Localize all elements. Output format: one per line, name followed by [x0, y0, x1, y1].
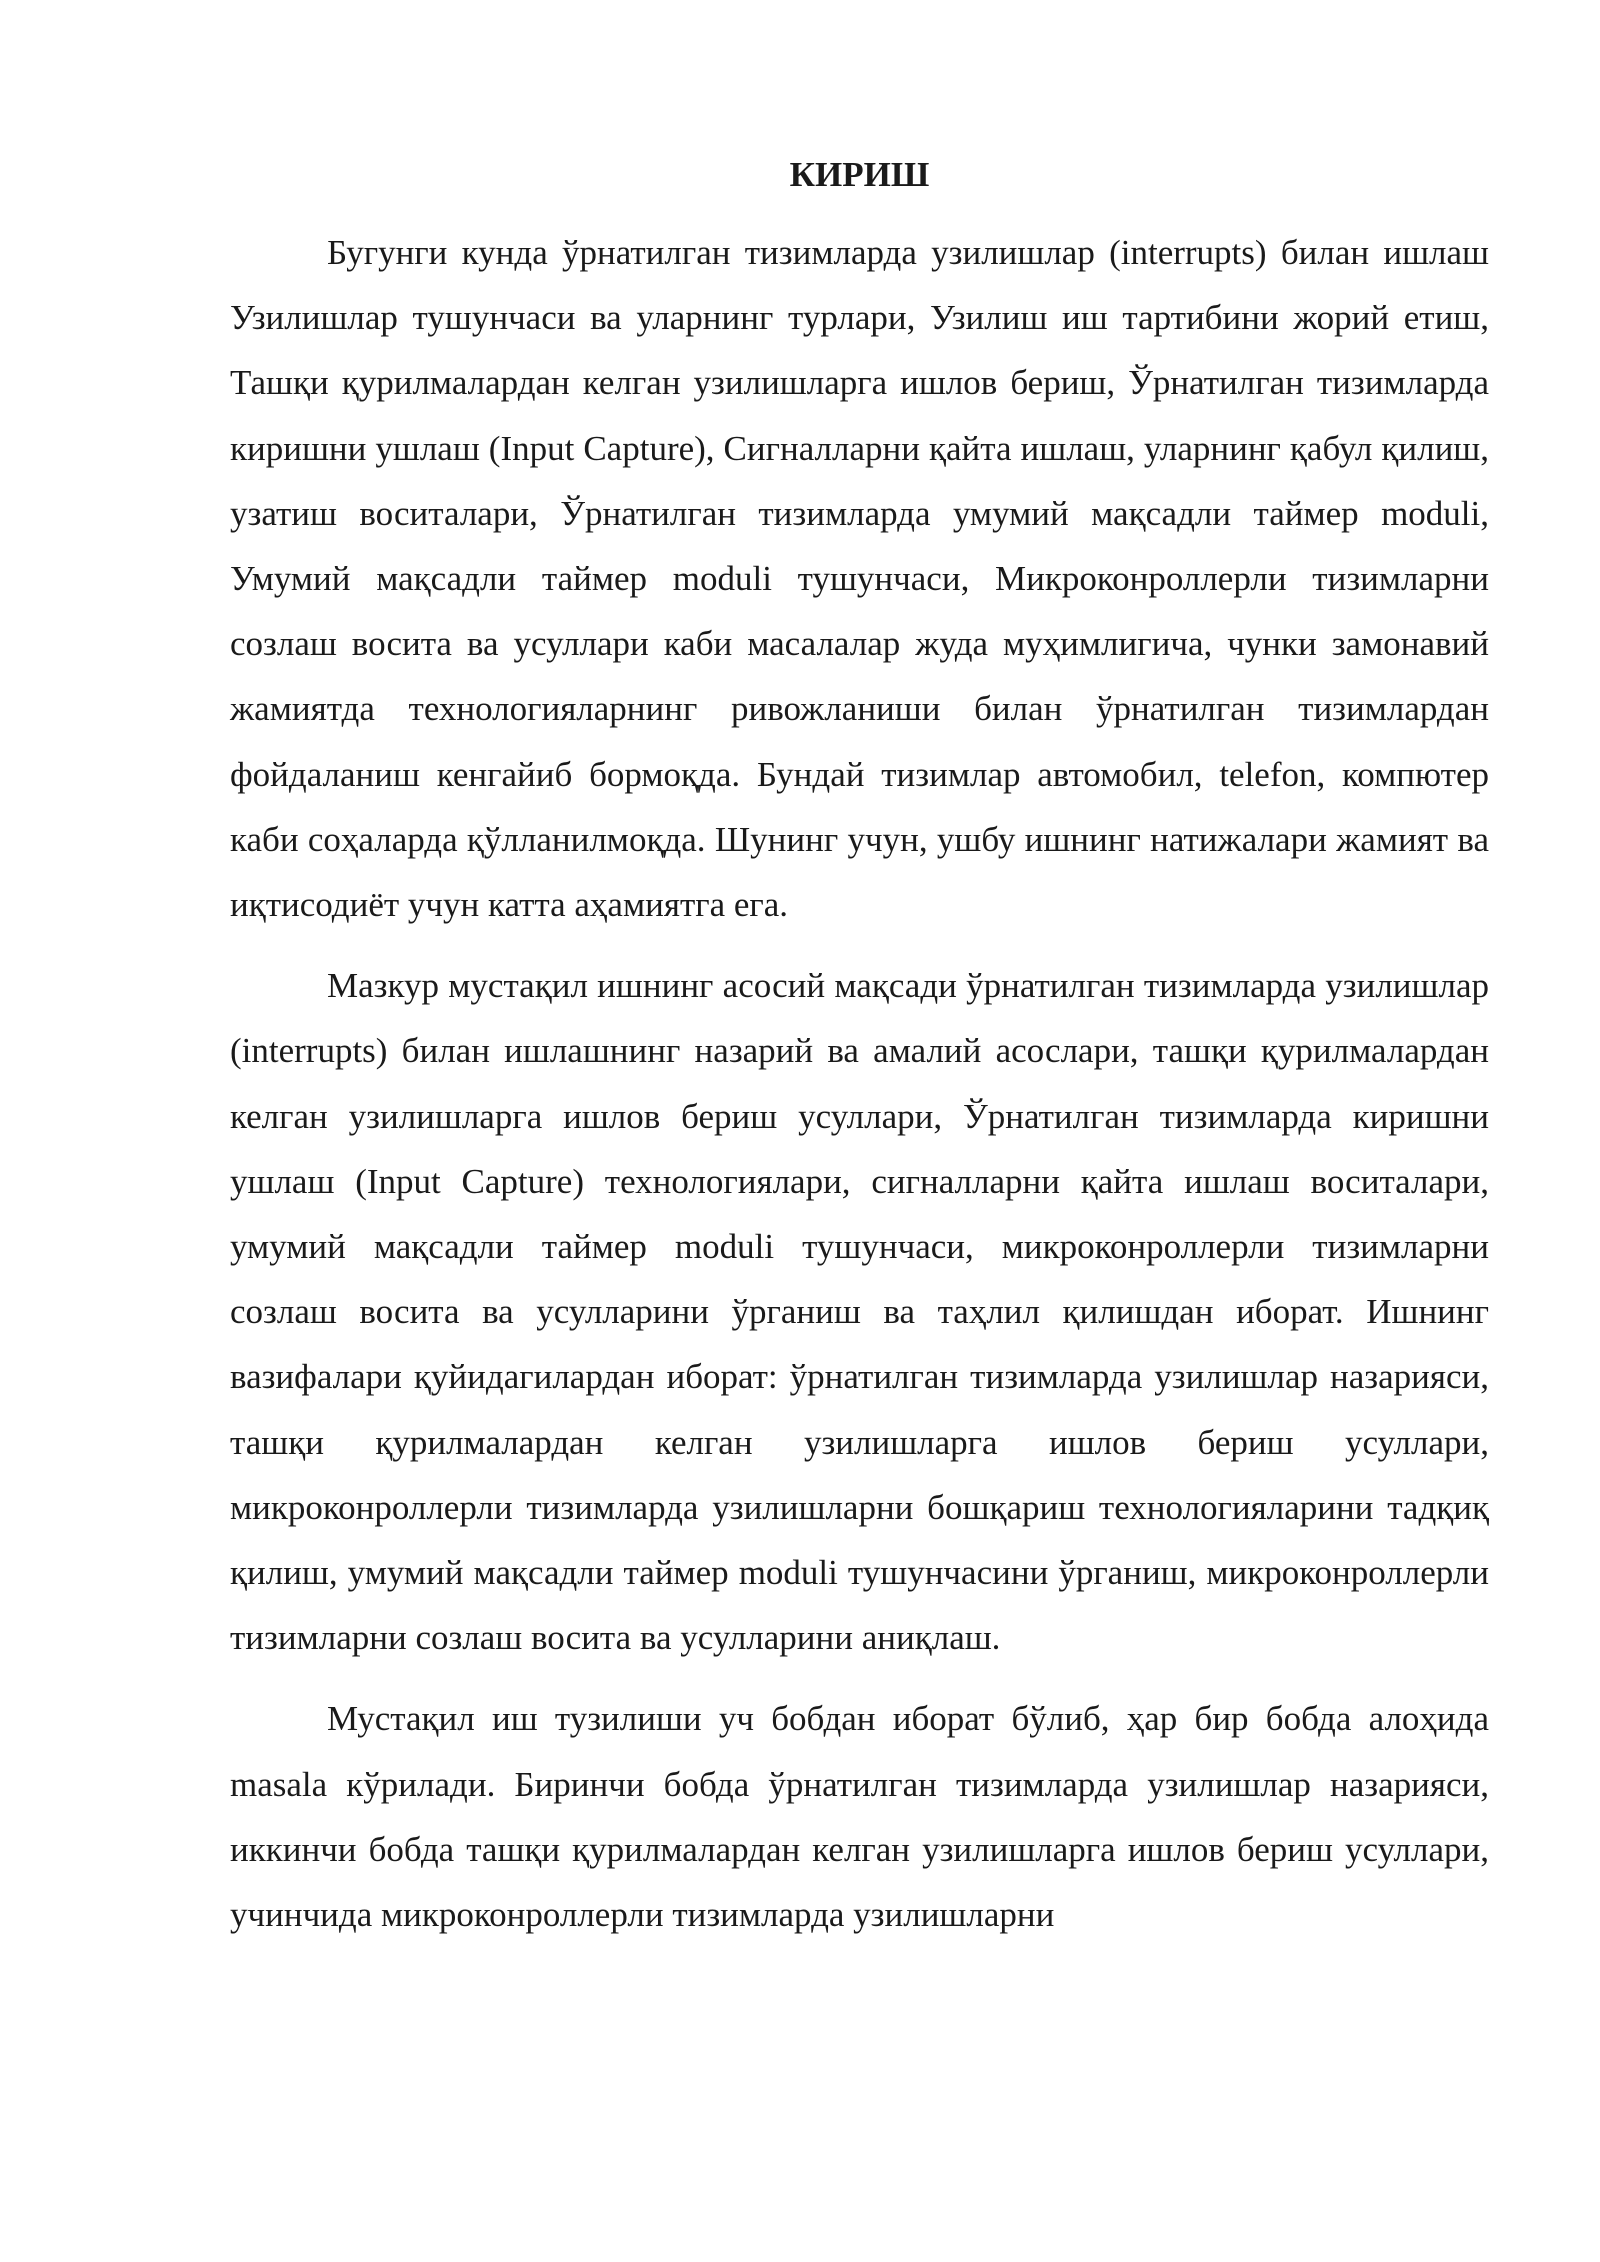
- page-content: [230, 150, 1489, 1963]
- paragraph-3: Мустақил иш тузилиши уч бобдан иборат бўлиб, ҳар бир бобда алоҳида masala кўрилади. Биринчи бобда ўрнатилган тизимларда узилишлар назарияси, иккинчи бобда ташқи қурилмалардан келган узилишларга ишлов бериш усуллари, учинчида микроконроллерли тизимларда узилишларни: [230, 1699, 1489, 1935]
- paragraph-1: Бугунги кунда ўрнатилган тизимларда узилишлар (interrupts) билан ишлаш Узилишлар тушунчаси ва уларнинг турлари, Узилиш иш тартибини жорий етиш, Ташқи қурилмалардан келган узилишларга ишлов бериш, Ўрнатилган тизимларда киришни ушлаш (Input Capture), Сигналларни қайта ишлаш, уларнинг қабул қилиш, узатиш воситалари, Ўрнатилган тизимларда умумий мақсадли таймер moduli, Умумий мақсадли таймер moduli тушунчаси, Микроконроллерли тизимларни созлаш восита ва усуллари каби масалалар жуда муҳимлигича, чунки замонавий жамиятда технологияларнинг ривожланиши билан ўрнатилган тизимлардан фойдаланиш кенгайиб бормоқда. Бундай тизимлар автомобил, telefon, компютер каби соҳаларда қўлланилмоқда. Шунинг учун, ушбу ишнинг натижалари жамият ва иқтисодиёт учун катта аҳамиятга ега.: [230, 233, 1489, 925]
- paragraph-2: Мазкур мустақил ишнинг асосий мақсади ўрнатилган тизимларда узилишлар (interrupts) билан ишлашнинг назарий ва амалий асослари, ташқи қурилмалардан келган узилишларга ишлов бериш усуллари, Ўрнатилган тизимларда киришни ушлаш (Input Capture) технологиялари, сигналларни қайта ишлаш воситалари, умумий мақсадли таймер moduli тушунчаси, микроконроллерли тизимларни созлаш восита ва усулларини ўрганиш ва таҳлил қилишдан иборат. Ишнинг вазифалари қуйидагилардан иборат: ўрнатилган тизимларда узилишлар назарияси, ташқи қурилмалардан келган узилишларга ишлов бериш усуллари, микроконроллерли тизимларда узилишларни бошқариш технологияларини тадқиқ қилиш, умумий мақсадли таймер moduli тушунчасини ўрганиш, микроконроллерли тизимларни созлаш восита ва усулларини аниқлаш.: [230, 966, 1489, 1658]
- section-title: КИРИШ: [789, 155, 930, 194]
